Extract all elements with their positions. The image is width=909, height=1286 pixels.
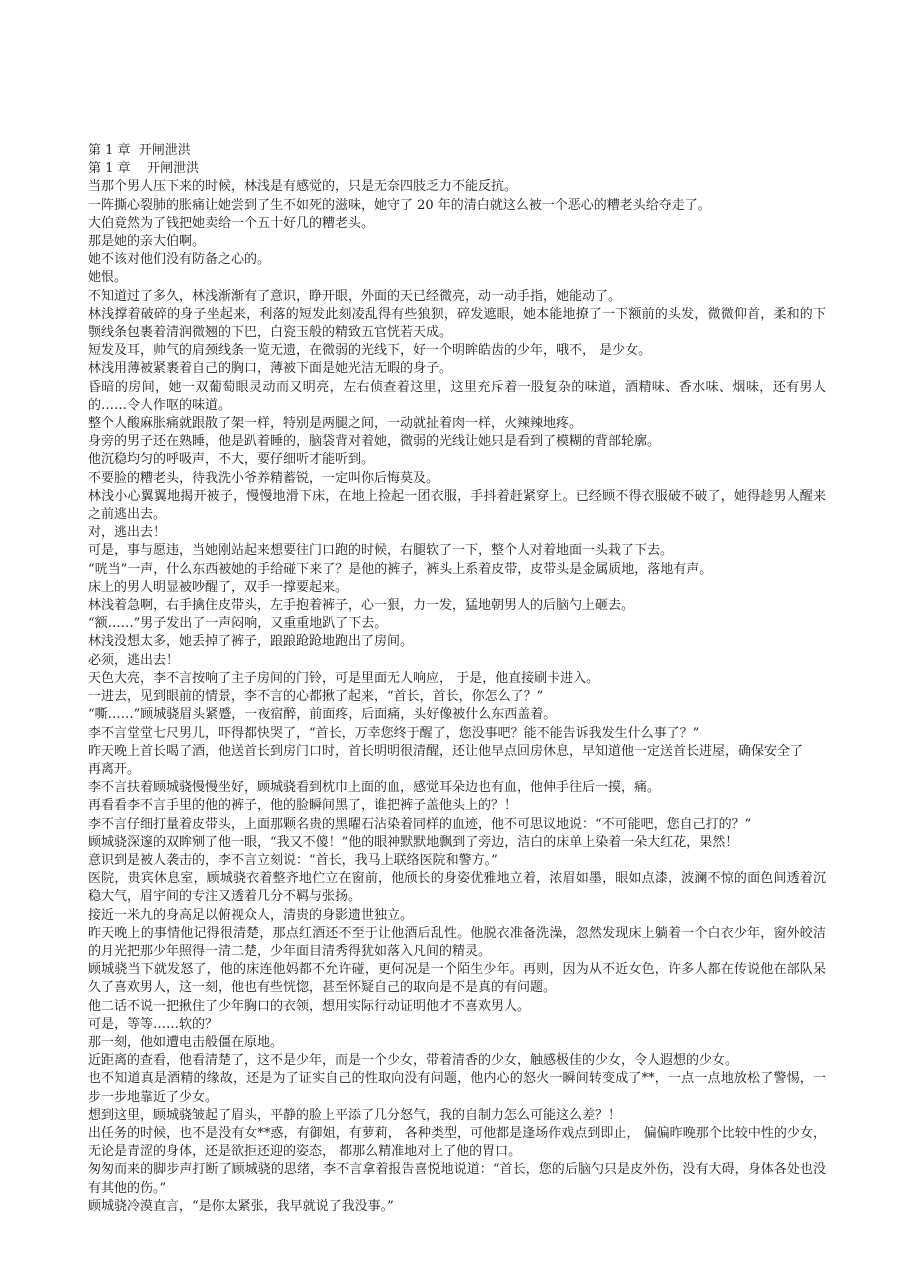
paragraph: 他二话不说一把揪住了少年胸口的衣领，想用实际行动证明他才不喜欢男人。 [88,998,531,1014]
paragraph: 林浅着急啊，右手擒住皮带头，左手抱着裤子，心一狠，力一发，猛地朝男人的后脑勺上砸去。 [88,598,635,614]
paragraph: 可是，等等……软的？ [88,1016,219,1032]
paragraph: 林浅没想太多，她丢掉了裤子，踉踉跄跄地跑出了房间。 [88,634,414,650]
paragraph: “额……”男子发出了一声闷响，又重重地趴了下去。 [88,616,388,632]
paragraph: 短发及耳，帅气的肩颈线条一览无遗，在微弱的光线下，好一个明眸皓齿的少年，哦不， 是少女。 [88,343,652,359]
paragraph: 近距离的查看，他看清楚了，这不是少年，而是一个少女，带着清香的少女，触感极佳的少女，令人遐想的少女。 [88,1053,739,1069]
paragraph: 昨天晚上首长喝了酒，他送首长到房门口时，首长明明很清醒，还让他早点回房休息，早知道他一定送首长进屋，确保安全了 [88,743,804,759]
paragraph: 不要脸的糟老头，待我洗小爷养精蓄锐，一定叫你后悔莫及。 [88,470,440,486]
paragraph: 李不言堂堂七尺男儿，吓得都快哭了，“首长，万幸您终于醒了，您没事吧？能不能告诉我发生什么事了？” [88,725,700,741]
paragraph: 那是她的亲大伯啊。 [88,234,206,250]
paragraph: 她恨。 [88,270,128,286]
document-body [88,178,826,1216]
paragraph: 林浅撑着破碎的身子坐起来，利落的短发此刻凌乱得有些狼狈，碎发遮眼，她本能地撩了一下额前的头发，微微仰首，柔和的下颚线条包裹着清润微翘的下巴，白瓷玉般的精致五官恍若天成。 [88,306,826,341]
paragraph: 不知道过了多久，林浅渐渐有了意识，睁开眼，外面的天已经微亮，动一动手指，她能动了。 [88,288,622,304]
paragraph: 顾城骁当下就发怒了，他的床连他妈都不允许碰，更何况是一个陌生少年。再则，因为从不近女色，许多人都在传说他在部队呆久了喜欢男人，这一刻，他也有些恍惚，甚至怀疑自己的取向是不是真的有问题。 [88,962,826,996]
paragraph: “咣当”一声，什么东西被她的手给碰下来了？是他的裤子，裤头上系着皮带，皮带头是金属质地，落地有声。 [88,561,713,577]
paragraph: 李不言仔细打量着皮带头，上面那颗名贵的黑曜石沾染着同样的血迹，他不可思议地说：“不可能吧，您自己打的？” [88,816,752,832]
paragraph: 再看看李不言手里的他的裤子，他的脸瞬间黑了，谁把裤子盖他头上的？！ [88,798,518,814]
chapter-heading-repeat: 第 1 章 开闸泄洪 [88,161,200,177]
paragraph: 李不言扶着顾城骁慢慢坐好，顾城骁看到枕巾上面的血，感觉耳朵边也有血，他伸手往后一摸，痛。 [88,780,661,796]
paragraph: 再离开。 [88,761,141,777]
document-page [88,142,826,1216]
paragraph: “嘶……”顾城骁眉头紧蹙，一夜宿醉，前面疼，后面痛，头好像被什么东西盖着。 [88,707,557,723]
paragraph: 床上的男人明显被吵醒了，双手一撑要起来。 [88,579,349,595]
paragraph: 天色大亮，李不言按响了主子房间的门铃，可是里面无人响应， 于是，他直接刷卡进入。 [88,670,600,686]
paragraph: 大伯竟然为了钱把她卖给一个五十好几的糟老头。 [88,215,375,231]
paragraph: 必须，逃出去！ [88,652,180,668]
paragraph: 他沉稳均匀的呼吸声，不大，要仔细听才能听到。 [88,452,375,468]
paragraph: 接近一米九的身高足以俯视众人，清贵的身影遗世独立。 [88,907,414,923]
paragraph: 林浅小心翼翼地揭开被子，慢慢地滑下床，在地上捡起一团衣服，手抖着赶紧穿上。已经顾不得衣服破不破了，她得趁男人醒来之前逃出去。 [88,488,826,523]
paragraph: 一进去，见到眼前的情景，李不言的心都揪了起来，“首长，首长，你怎么了？” [88,689,544,705]
paragraph: 当那个男人压下来的时候，林浅是有感觉的，只是无奈四肢乏力不能反抗。 [88,179,518,195]
paragraph: 可是，事与愿违，当她刚站起来想要往门口跑的时候，右腿软了一下，整个人对着地面一头栽了下去。 [88,543,674,559]
paragraph: 林浅用薄被紧裹着自己的胸口，薄被下面是她光洁无暇的身子。 [88,361,453,377]
chapter-heading: 第 1 章 开闸泄洪 [88,143,191,158]
paragraph: 意识到是被人袭击的，李不言立刻说：“首长，我马上联络医院和警方。” [88,852,498,868]
paragraph: 昨天晚上的事情他记得很清楚，那点红酒还不至于让他酒后乱性。他脱衣准备洗澡，忽然发现床上躺着一个白衣少年，窗外皎洁的月光把那少年照得一清二楚，少年面目清秀得犹如落入凡间的精灵。 [88,925,826,959]
paragraph: 那一刻，他如遭电击般僵在原地。 [88,1034,284,1050]
paragraph: 身旁的男子还在熟睡，他是趴着睡的，脑袋背对着她，微弱的光线让她只是看到了模糊的背部轮廓。 [88,434,661,450]
paragraph: 顾城骁深邃的双眸剜了他一眼，“我又不傻！”他的眼神默默地飘到了旁边，洁白的床单上染着一朵大红花，果然！ [88,834,739,850]
paragraph: 昏暗的房间，她一双葡萄眼灵动而又明亮，左右侦查着这里，这里充斥着一股复杂的味道，酒精味、香水味、烟味，还有男人的……令人作呕的味道。 [88,379,826,413]
paragraph: 想到这里，顾城骁皱起了眉头，平静的脸上平添了几分怒气，我的自制力怎么可能这么差？！ [88,1107,622,1123]
paragraph: 一阵撕心裂肺的胀痛让她尝到了生不如死的滋味，她守了 20 年的清白就这么被一个恶心的糟老头给夺走了。 [88,197,711,213]
paragraph: 也不知道真是酒精的缘故，还是为了证实自己的性取向没有问题，他内心的怒火一瞬间转变成了**，一点一点地放松了警惕，一步一步地靠近了少女。 [88,1071,826,1105]
paragraph: 医院，贵宾休息室，顾城骁衣着整齐地伫立在窗前，他颀长的身姿优雅地立着，浓眉如墨，眼如点漆，波澜不惊的面色间透着沉稳大气，眉宇间的专注又透着几分不羁与张扬。 [88,871,826,905]
paragraph: 顾城骁冷漠直言，“是你太紧张，我早就说了我没事。” [88,1198,394,1214]
paragraph: 整个人酸麻胀痛就跟散了架一样，特别是两腿之间，一动就扯着肉一样，火辣辣地疼。 [88,416,583,432]
paragraph: 她不该对他们没有防备之心的。 [88,252,271,268]
paragraph: 出任务的时候，也不是没有女**惑，有御姐，有萝莉， 各种类型，可他都是逢场作戏点到即止， 偏偏昨晚那个比较中性的少女，无论是青涩的身体，还是欲拒还迎的姿态， 都那么精准地对上了他的胃口。 [88,1125,826,1160]
paragraph: 匆匆而来的脚步声打断了顾城骁的思绪，李不言拿着报告喜悦地说道：“首长，您的后脑勺只是皮外伤，没有大碍，身体各处也没有其他的伤。” [88,1162,826,1196]
paragraph: 对，逃出去！ [88,525,167,541]
